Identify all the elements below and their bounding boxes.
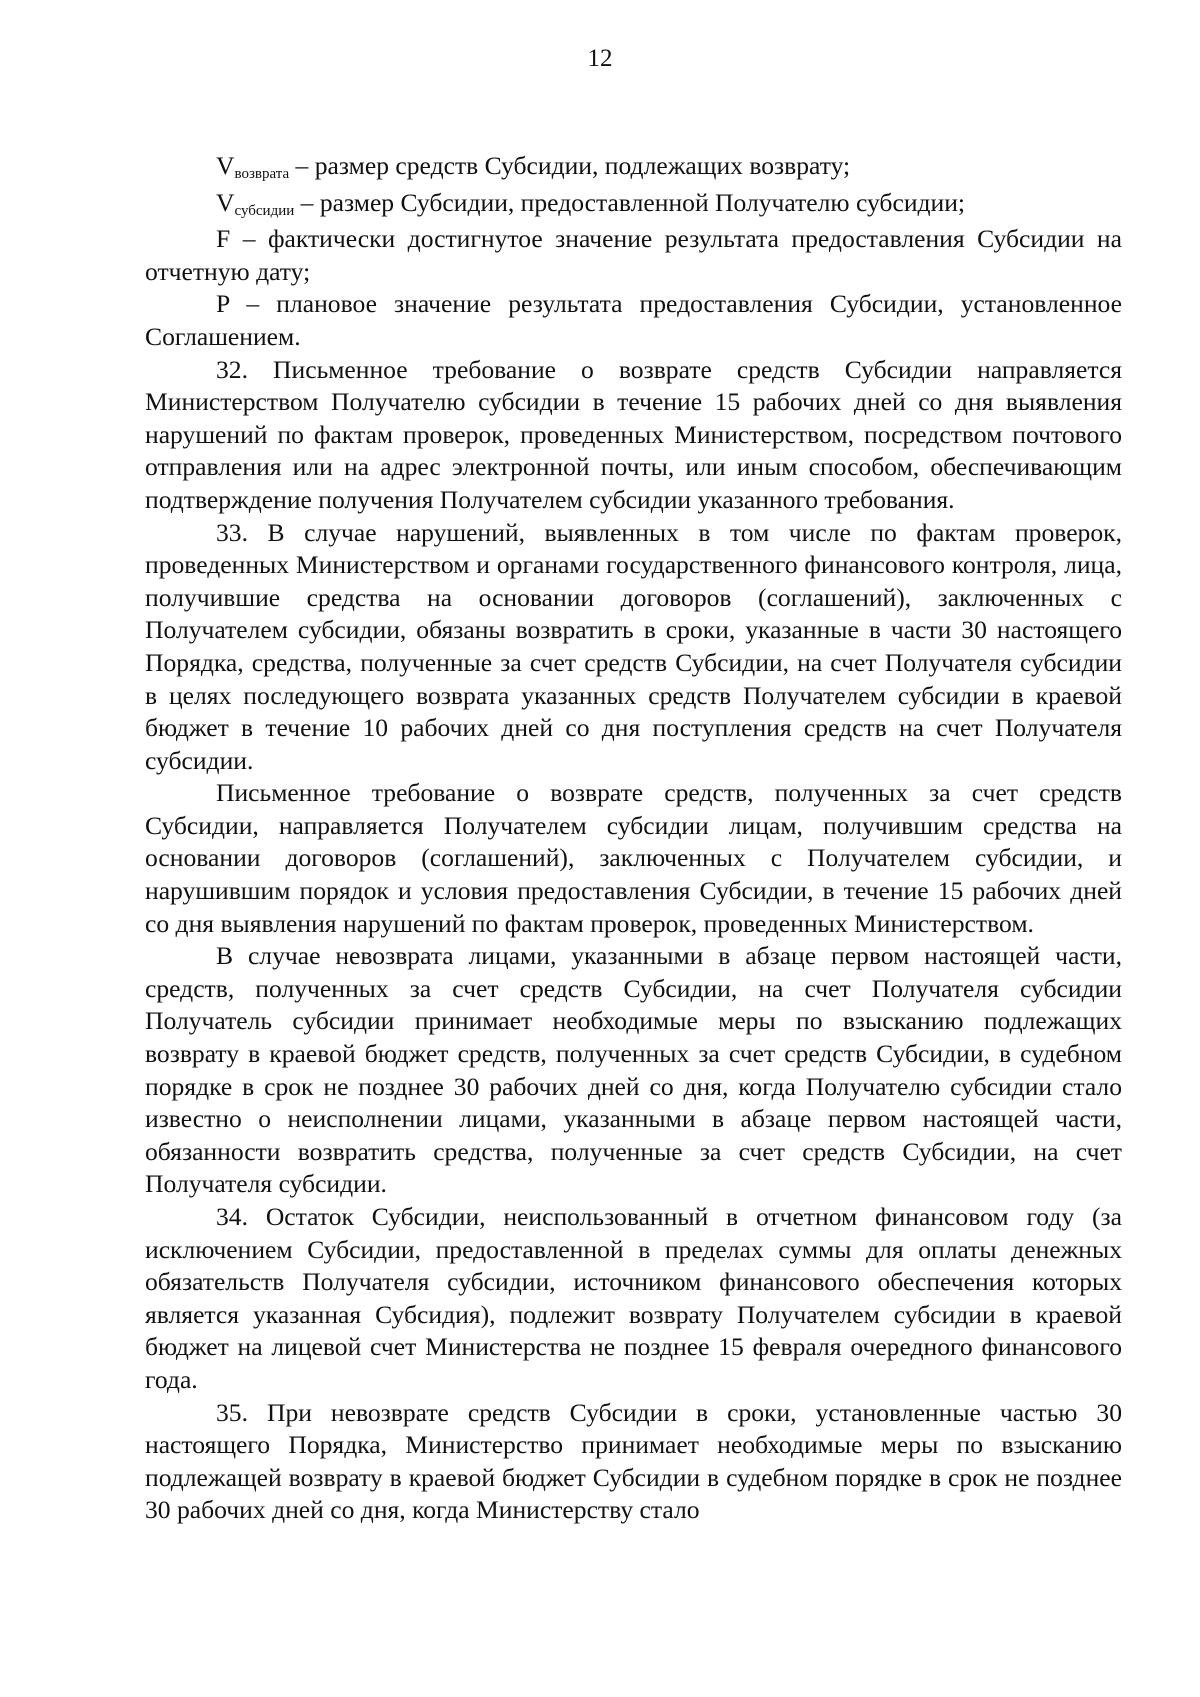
paragraph-33: 33. В случае нарушений, выявленных в том числе по фактам проверок, проведенных Министерством и органами государственного финансового контроля, лица, получившие средства на основании договоров (соглашений), заключенных с Получателем субсидии, обязаны возвратить в сроки, указанные в части 30 настоящего Порядка, средства, полученные за счет средств Субсидии, на счет Получателя субсидии в целях последующего возврата указанных средств Получателем субсидии в краевой бюджет в течение 10 рабочих дней со дня поступления средств на счет Получателя субсидии. xyxy=(145,517,1122,775)
paragraph-33-non-return: В случае невозврата лицами, указанными в абзаце первом настоящей части, средств, полученных за счет средств Субсидии, на счет Получателя субсидии Получатель субсидии принимает необходимые меры по взысканию подлежащих возврату в краевой бюджет средств, полученных за счет средств Субсидии, в судебном порядке в срок не позднее 30 рабочих дней со дня, когда Получателю субсидии стало известно о неисполнении лицами, указанными в абзаце первом настоящей части, обязанности возвратить средства, полученные за счет средств Субсидии, на счет Получателя субсидии. xyxy=(145,941,1122,1199)
definition-text: – фактически достигнутое значение результата предоставления Субсидии на отчетную дату; xyxy=(145,224,1122,286)
page-number: 12 xyxy=(587,45,613,72)
definition-v-subsidy xyxy=(145,187,1122,224)
paragraph-35: 35. При невозврате средств Субсидии в сроки, установленные частью 30 настоящего Порядка, Министерство принимает необходимые меры по взысканию подлежащей возврату в краевой бюджет Субсидии в судебном порядке в срок не позднее 30 рабочих дней со дня, когда Министерству стало xyxy=(145,1397,1122,1525)
definition-subscript: возврата xyxy=(234,166,290,182)
definition-symbol: V xyxy=(216,187,235,217)
paragraph-34: 34. Остаток Субсидии, неиспользованный в отчетном финансовом году (за исключением Субсидии, предоставленной в пределах суммы для оплаты денежных обязательств Получателя субсидии, источником финансового обеспечения которых является указанная Субсидия), подлежит возврату Получателем субсидии в краевой бюджет на лицевой счет Министерства не позднее 15 февраля очередного финансового года. xyxy=(145,1202,1122,1394)
definition-text: – размер Субсидии, предоставленной Получателю субсидии; xyxy=(294,187,966,217)
document-body xyxy=(145,150,1122,1527)
paragraph-33-written-demand: Письменное требование о возврате средств, полученных за счет средств Субсидии, направляется Получателем субсидии лицам, получившим средства на основании договоров (соглашений), заключенных с Получателем субсидии, и нарушившим порядок и условия предоставления Субсидии, в течение 15 рабочих дней со дня выявления нарушений по фактам проверок, проведенных Министерством. xyxy=(145,778,1122,938)
definition-text: – плановое значение результата предоставления Субсидии, установленное Соглашением. xyxy=(145,289,1122,351)
definition-symbol: F xyxy=(216,224,231,254)
definition-text: – размер средств Субсидии, подлежащих возврату; xyxy=(289,151,851,180)
definition-v-return xyxy=(145,150,1122,187)
definition-symbol: V xyxy=(216,151,235,180)
definition-f xyxy=(145,223,1122,288)
paragraph-32: 32. Письменное требование о возврате средств Субсидии направляется Министерством Получателю субсидии в течение 15 рабочих дней со дня выявления нарушений по фактам проверок, проведенных Министерством, посредством почтового отправления или на адрес электронной почты, или иным способом, обеспечивающим подтверждение получения Получателем субсидии указанного требования. xyxy=(145,354,1122,514)
definition-p xyxy=(145,288,1122,353)
definition-subscript: субсидии xyxy=(234,202,295,219)
definition-symbol: P xyxy=(216,289,230,319)
